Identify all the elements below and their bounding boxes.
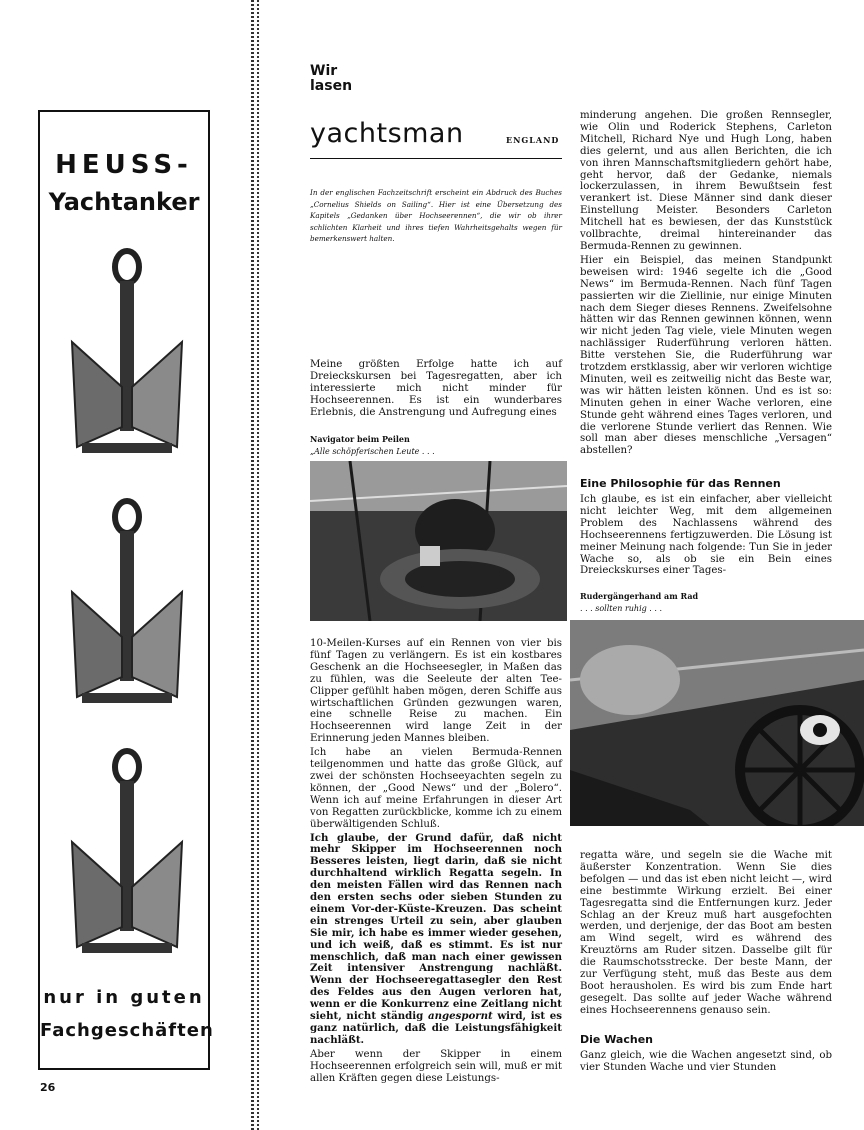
anchor-icon <box>62 247 192 467</box>
photo1-caption-title: Navigator beim Peilen <box>310 434 410 444</box>
text-span: Ich glaube, der Grund dafür, daß nicht mehr Skipper im Hochseerennen noch Besseres leisten, liegt darin, daß sie nicht durchhaltend wirklich Regatta segeln. In den meisten Fällen wird das Rennen nach den ersten sechs oder sieben Stunden zu einem Vor-der-Küste-Kreuzen. Das scheint ein strenges Urteil zu sein, aber glauben Sie mir, ich habe es immer wieder gesehen, und ich weiß, daß es stimmt. Es ist nur menschlich, daß man nach einer gewissen Zeit intensiver Anstrengung nachläßt. Wenn der Hochseeregattasegler den Rest des Feldes aus den Augen verloren hat, wenn er die Konkurrenz eine Zeitlang nicht sieht, nicht ständig <box>310 831 562 1023</box>
header-rule <box>310 158 562 159</box>
ad-tagline-line1: nur in guten <box>43 987 205 1008</box>
paragraph: 10-Meilen-Kurses auf ein Rennen von vier bis fünf Tagen zu verlängern. Es ist ein kostbares Geschenk an die Hochseesegler, in Maßen das zu fühlen, was die Seeleute der alten Tee-Clipper gefühlt haben mögen, deren Schiffe aus wirtschaftlichen Gründen gezwungen waren, eine schnelle Reise zu machen. Ein Hochseerennen wird lange Zeit in der Erinnerung jeden Mannes bleiben. <box>310 638 562 745</box>
paragraph-bold <box>310 833 562 1047</box>
photo-helmsman <box>570 620 864 826</box>
intro-text: In der englischen Fachzeitschrift erscheint ein Abdruck des Buches „Cornelius Shields on Sailing“. Hier ist eine Übersetzung des Kapitels „Gedanken über Hochseerennen“, die wir ob ihrer schlichten Klarheit und ihres tiefen Wahrheitsgehalts wegen für bemerkenswert halten. <box>310 188 562 243</box>
spine-rule <box>251 0 254 1130</box>
photo2-caption-sub: . . . sollten ruhig . . . <box>580 604 663 613</box>
text-span: wird, ist es ganz natürlich, daß die Leistungsfähigkeit nachläßt. <box>310 1010 562 1046</box>
article-text-col2-bottom: regatta wäre, und segeln sie die Wache mit äußerster Konzentration. Wenn Sie dies befolgen — und das ist eben nicht leicht —, wird eine bestimmte Wirkung erzielt. Bei einer Tagesregatta sind die Entfernungen kurz. Jeder Schlag an der Kreuz muß hart ausgefochten werden, und derjenige, der das Boot am besten am Wind segelt, wird es während des Kreuztörns am Ruder sitzen. Dasselbe gilt für die Raumschotsstrecke. Der beste Mann, der zur Verfügung steht, muß das Beste aus dem Boot herausholen. Es wird bis zum Ende hart gesegelt. Das sollte auf jeder Wache während eines Hochseerennens genauso sein. <box>580 850 832 1016</box>
article-text-col2-end: Ganz gleich, wie die Wachen angesetzt sind, ob vier Stunden Wache und vier Stunden <box>580 1050 832 1073</box>
subhead-philosophy: Eine Philosophie für das Rennen <box>580 477 781 490</box>
section-label-line1: Wir <box>310 63 338 79</box>
masthead: yachtsman <box>310 118 464 149</box>
text-span-italic: angespornt <box>427 1010 493 1023</box>
photo1-caption-sub: „Alle schöpferischen Leute . . . <box>310 447 435 456</box>
anchor-icon <box>62 747 192 967</box>
paragraph: Ich habe an vielen Bermuda-Rennen teilgenommen und hatte das große Glück, auf zwei der schönsten Hochseeyachten segeln zu können, der „Good News“ und der „Bolero“. Wenn ich auf meine Erfahrungen in dieser Art von Regatten zurückblicke, komme ich zu einem überwältigenden Schluß. <box>310 747 562 830</box>
article-text-col2-top <box>580 110 832 459</box>
photo2-caption-title: Rudergängerhand am Rad <box>580 591 699 601</box>
heuss-advertisement <box>38 110 214 1070</box>
section-label-line2: lasen <box>310 78 353 94</box>
article-text-col2-mid: Ich glaube, es ist ein einfacher, aber vielleicht nicht leichter Weg, mit dem allgemeinen Problem des Nachlassens während des Hochseerennens fertigzuwerden. Die Lösung ist meiner Meinung nach folgende: Tun Sie in jeder Wache so, als ob sie ein Bein eines Dreieckskurses einer Tages- <box>580 494 832 577</box>
article-text-col1-top: Meine größten Erfolge hatte ich auf Dreieckskursen bei Tagesregatten, aber ich interessierte mich nicht minder für Hochseerennen. Es ist ein wunderbares Erlebnis, die Anstrengung und Aufregung eines <box>310 359 562 418</box>
paragraph: minderung angehen. Die großen Rennsegler, wie Olin und Roderick Stephens, Carleton Mitchell, Richard Nye und Hugh Long, haben dies gelernt, und aus allen Berichten, die ich von ihren Mannschaftsmitgliedern gehört habe, geht hervor, daß der Gedanke, niemals lockerzulassen, in ihrem Bewußtsein fest verankert ist. Diese Männer sind dank dieser Einstellung Meister. Besonders Carleton Mitchell hat es bewiesen, der das Kunststück vollbrachte, dreimal hintereinander das Bermuda-Rennen zu gewinnen. <box>580 110 832 252</box>
ad-product: Yachtanker <box>48 188 200 216</box>
ad-brand: HEUSS- <box>55 150 193 180</box>
paragraph: Hier ein Beispiel, das meinen Standpunkt beweisen wird: 1946 segelte ich die „Good News“ im Bermuda-Rennen. Nach fünf Tagen passierten wir die Ziellinie, nur einige Minuten nach dem Sieger dieses Rennens. Zweifelsohne hätten wir das Rennen gewinnen können, wenn wir nicht jeden Tag viele, viele Minuten wegen nachlässiger Ruderführung verloren hätten. Bitte verstehen Sie, die Ruderführung war trotzdem erstklassig, aber wir verloren wichtige Minuten, weil es zeitweilig nicht das Beste war, was wir hätten leisten können. Und es ist so: Minuten gehen in einer Wache verloren, eine Stunde geht während eines Tages verloren, und die verlorene Stunde verliert das Rennen. Wie soll man aber dieses menschliche „Versagen“ abstellen? <box>580 254 832 457</box>
country-label: ENGLAND <box>506 135 560 145</box>
photo-navigator <box>310 461 567 621</box>
section-label <box>310 64 390 94</box>
paragraph: Aber wenn der Skipper in einem Hochseerennen erfolgreich sein will, muß er mit allen Kräften gegen diese Leistungs- <box>310 1048 562 1084</box>
ad-tagline-line2: Fachgeschäften <box>40 1020 214 1041</box>
article-text-col1-bottom <box>310 638 562 1087</box>
spine-rule <box>257 0 259 1130</box>
anchor-icon <box>62 497 192 717</box>
subhead-watches: Die Wachen <box>580 1033 653 1046</box>
page-number: 26 <box>40 1081 56 1094</box>
